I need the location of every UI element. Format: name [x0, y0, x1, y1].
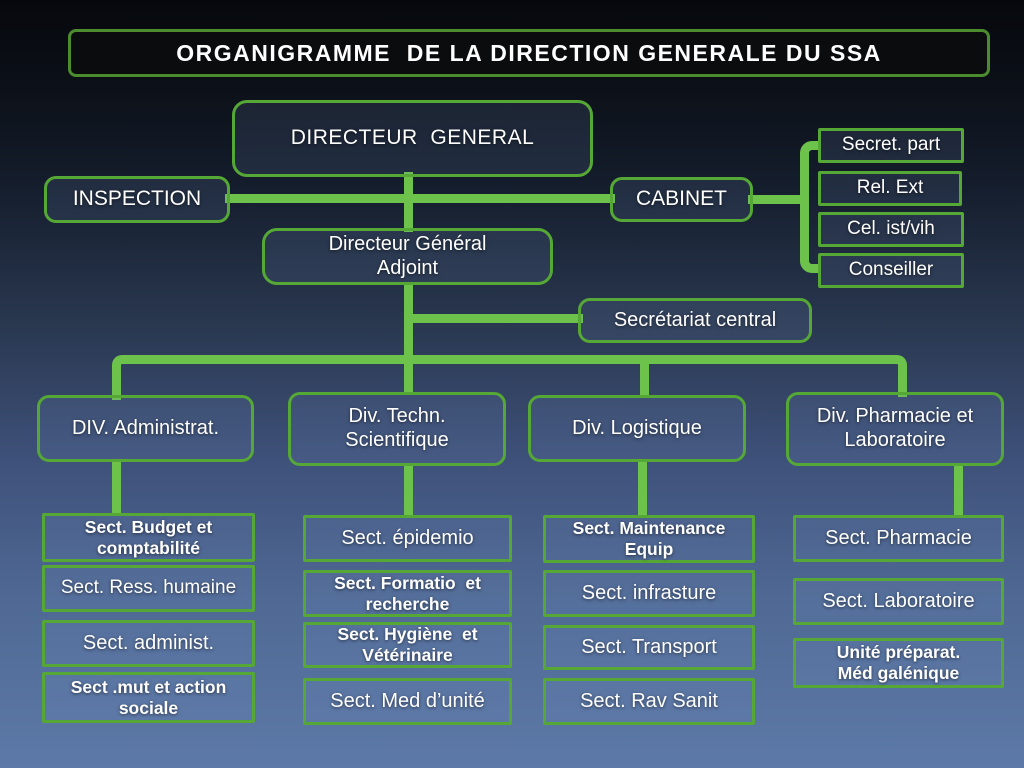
node-label: Sect. infrasture — [581, 581, 717, 604]
node-rel-ext — [818, 171, 962, 206]
node-sect-med-unite — [303, 678, 512, 725]
node-label: Sect. administ. — [82, 631, 215, 654]
connector-trunk-secretariat — [408, 314, 583, 323]
node-label-line2: comptabilité — [96, 537, 201, 558]
node-label-line2: Adjoint — [376, 256, 439, 279]
node-sect-hygiene-veterinaire — [303, 622, 512, 668]
node-cabinet — [610, 177, 753, 222]
node-label: Div. Logistique — [572, 416, 702, 439]
node-label-line2: recherche — [365, 593, 450, 614]
connector-div-admin-sections — [112, 462, 121, 515]
node-sect-budget-comptabilite — [42, 513, 255, 562]
node-label: Cel. ist/vih — [847, 218, 935, 240]
node-label: Sect. Med d’unité — [330, 689, 485, 712]
node-label-line1: Sect .mut et action — [70, 676, 227, 697]
node-inspection — [44, 176, 230, 223]
connector-cabinet-stub — [748, 195, 806, 204]
node-label-line1: Sect. Formatio et — [334, 572, 481, 593]
node-label: Secrétariat central — [613, 308, 777, 331]
node-sect-laboratoire — [793, 578, 1004, 625]
node-label: Sect. Ress. humaine — [60, 577, 237, 599]
node-secret-part — [818, 128, 964, 163]
node-sect-pharmacie — [793, 515, 1004, 562]
connector-div-techn-sections — [404, 466, 413, 517]
node-sect-rav-sanit — [543, 678, 755, 725]
node-label: DIV. Administrat. — [71, 416, 220, 439]
node-label-line2: sociale — [118, 697, 179, 718]
connector-cabinet-bracket — [800, 141, 818, 273]
node-sect-epidemio — [303, 515, 512, 562]
node-sect-mut-action-sociale — [42, 672, 255, 723]
node-label: Sect. Pharmacie — [825, 526, 972, 549]
chart-title-banner — [68, 29, 990, 77]
node-label-line1: Sect. Hygiène et — [337, 624, 478, 645]
node-label: DIRECTEUR GENERAL — [290, 126, 535, 150]
connector-bar-middle-segment — [404, 355, 704, 364]
node-sect-infrastructure — [543, 570, 755, 617]
node-label: Sect. Rav Sanit — [580, 689, 718, 712]
node-label: Secret. part — [841, 134, 941, 156]
node-label: Sect. épidemio — [341, 526, 474, 549]
node-sect-formation-recherche — [303, 570, 512, 617]
node-label-line2: Méd galénique — [837, 663, 960, 683]
chart-title: ORGANIGRAMME DE LA DIRECTION GENERALE DU SSA — [176, 39, 882, 66]
connector-drop-div-techn — [404, 355, 413, 395]
node-label-line1: Directeur Général — [328, 232, 487, 255]
node-conseiller — [818, 253, 964, 288]
connector-div-logistique-sections — [638, 462, 647, 517]
node-sect-ress-humaine — [42, 565, 255, 612]
node-label-line1: Sect. Budget et — [84, 516, 213, 537]
node-label-line2: Vétérinaire — [362, 645, 453, 665]
node-label: Sect. Laboratoire — [822, 589, 975, 612]
node-unite-preparat-med-galenique — [793, 638, 1004, 688]
node-secretariat-central — [578, 298, 812, 343]
node-label-line1: Unité préparat. — [836, 642, 961, 663]
node-label: CABINET — [635, 187, 727, 211]
node-sect-maintenance-equip — [543, 515, 755, 563]
node-label-line2: Equip — [624, 539, 674, 559]
node-sect-transport — [543, 625, 755, 670]
node-label: Rel. Ext — [856, 177, 924, 199]
node-label: INSPECTION — [72, 187, 202, 211]
node-label: Sect. Transport — [581, 635, 717, 658]
node-label-line2: Laboratoire — [844, 429, 946, 451]
node-label-line2: Scientifique — [345, 429, 449, 451]
node-div-pharmacie-laboratoire — [786, 392, 1004, 466]
node-div-logistique — [528, 395, 746, 462]
connector-bar-right-segment — [700, 355, 907, 397]
node-label: Conseiller — [848, 259, 934, 281]
node-label-line1: Div. Pharmacie et — [816, 405, 974, 428]
connector-dg-to-dga — [404, 172, 413, 232]
node-directeur-general — [232, 100, 593, 177]
node-label-line1: Sect. Maintenance — [572, 518, 726, 539]
node-div-administrat — [37, 395, 254, 462]
node-sect-administ — [42, 620, 255, 667]
node-cel-ist-vih — [818, 212, 964, 247]
connector-inspection-cabinet — [225, 194, 615, 203]
node-div-techn-scientifique — [288, 392, 506, 466]
connector-drop-div-logistique — [640, 355, 649, 398]
node-directeur-general-adjoint — [262, 228, 553, 285]
connector-div-pharmacie-sections — [954, 464, 963, 517]
node-label-line1: Div. Techn. — [348, 405, 446, 428]
